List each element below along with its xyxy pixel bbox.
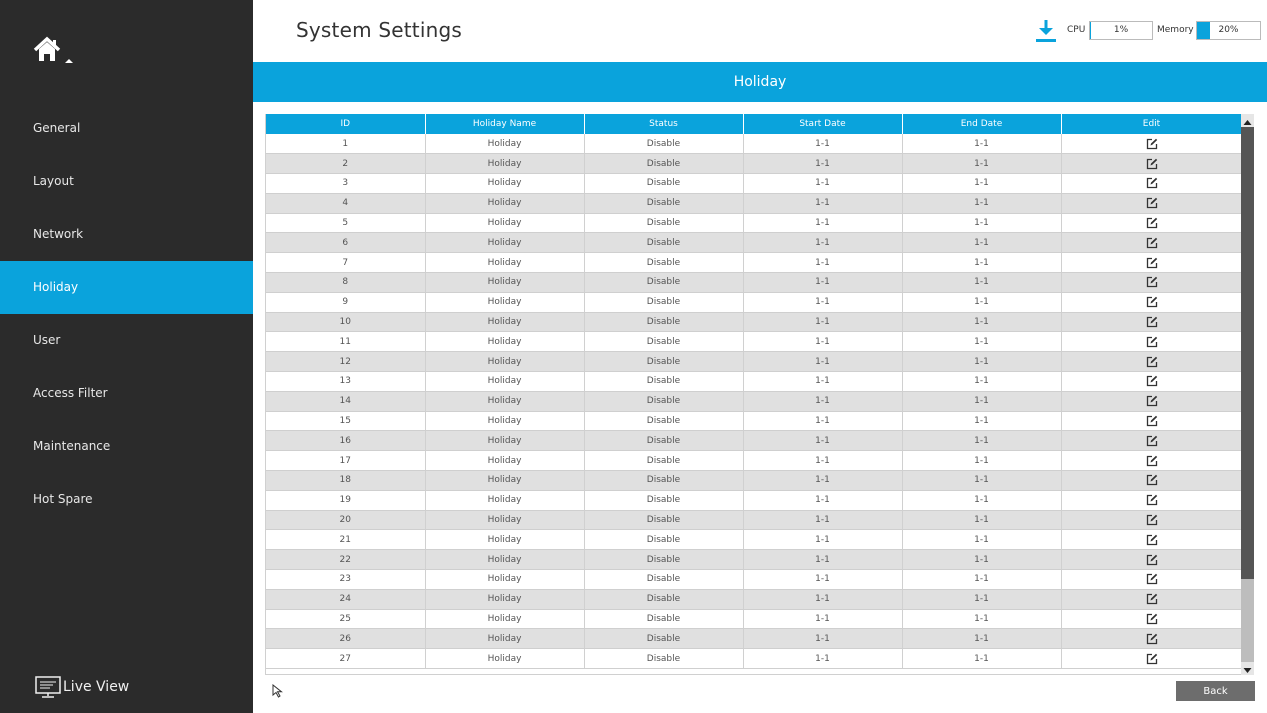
end-date-cell: 1-1 (902, 233, 1061, 253)
edit-cell (1061, 550, 1241, 570)
start-date-cell: 1-1 (743, 193, 902, 213)
edit-cell (1061, 372, 1241, 392)
live-view-button[interactable] (35, 672, 129, 702)
start-date-cell: 1-1 (743, 372, 902, 392)
edit-icon[interactable] (1146, 593, 1158, 605)
end-date-cell: 1-1 (902, 154, 1061, 174)
download-icon[interactable] (1035, 19, 1057, 43)
table-row (266, 530, 1241, 550)
start-date-cell: 1-1 (743, 530, 902, 550)
start-date-cell: 1-1 (743, 451, 902, 471)
holiday-name-cell: Holiday (425, 193, 584, 213)
table-row (266, 213, 1241, 233)
edit-icon[interactable] (1146, 257, 1158, 269)
table-row (266, 609, 1241, 629)
end-date-cell: 1-1 (902, 609, 1061, 629)
holiday-name-cell: Holiday (425, 629, 584, 649)
table-row (266, 431, 1241, 451)
table-body (266, 134, 1241, 669)
table-row (266, 372, 1241, 392)
edit-cell (1061, 530, 1241, 550)
table-row (266, 649, 1241, 669)
table-row (266, 589, 1241, 609)
status-cell: Disable (584, 391, 743, 411)
edit-cell (1061, 471, 1241, 491)
table-row (266, 570, 1241, 590)
sidebar-item-user[interactable]: User (33, 333, 61, 347)
edit-icon[interactable] (1146, 177, 1158, 189)
edit-cell (1061, 629, 1241, 649)
edit-cell (1061, 253, 1241, 273)
id-cell: 16 (266, 431, 425, 451)
edit-icon[interactable] (1146, 336, 1158, 348)
column-header-edit: Edit (1061, 114, 1241, 134)
edit-icon[interactable] (1146, 276, 1158, 288)
holiday-name-cell: Holiday (425, 471, 584, 491)
end-date-cell: 1-1 (902, 352, 1061, 372)
sidebar-item-layout[interactable]: Layout (33, 174, 74, 188)
id-cell: 14 (266, 391, 425, 411)
id-cell: 22 (266, 550, 425, 570)
status-cell: Disable (584, 431, 743, 451)
table-row (266, 273, 1241, 293)
id-cell: 23 (266, 570, 425, 590)
table-row (266, 134, 1241, 154)
status-cell: Disable (584, 570, 743, 590)
holiday-name-cell: Holiday (425, 273, 584, 293)
holiday-name-cell: Holiday (425, 649, 584, 669)
table-row (266, 352, 1241, 372)
holiday-name-cell: Holiday (425, 411, 584, 431)
start-date-cell: 1-1 (743, 649, 902, 669)
holiday-name-cell: Holiday (425, 312, 584, 332)
status-cell: Disable (584, 471, 743, 491)
edit-icon[interactable] (1146, 237, 1158, 249)
cpu-meter (1089, 21, 1153, 40)
table-header-row (266, 114, 1241, 134)
scroll-up-button[interactable] (1241, 114, 1254, 127)
edit-cell (1061, 292, 1241, 312)
id-cell: 10 (266, 312, 425, 332)
status-cell: Disable (584, 530, 743, 550)
id-cell: 3 (266, 174, 425, 194)
edit-icon[interactable] (1146, 455, 1158, 467)
edit-cell (1061, 649, 1241, 669)
start-date-cell: 1-1 (743, 391, 902, 411)
edit-icon[interactable] (1146, 296, 1158, 308)
edit-icon[interactable] (1146, 573, 1158, 585)
start-date-cell: 1-1 (743, 510, 902, 530)
status-cell: Disable (584, 174, 743, 194)
edit-cell (1061, 332, 1241, 352)
column-header-start-date: Start Date (743, 114, 902, 134)
edit-icon[interactable] (1146, 217, 1158, 229)
status-cell: Disable (584, 273, 743, 293)
cpu-value: 1% (1113, 25, 1129, 35)
id-cell: 1 (266, 134, 425, 154)
end-date-cell: 1-1 (902, 550, 1061, 570)
back-button[interactable]: Back (1176, 681, 1255, 701)
start-date-cell: 1-1 (743, 431, 902, 451)
status-cell: Disable (584, 332, 743, 352)
status-cell: Disable (584, 629, 743, 649)
edit-icon[interactable] (1146, 356, 1158, 368)
sidebar-item-holiday[interactable]: Holiday (0, 261, 253, 314)
table-row (266, 332, 1241, 352)
status-cell: Disable (584, 193, 743, 213)
start-date-cell: 1-1 (743, 134, 902, 154)
id-cell: 5 (266, 213, 425, 233)
table-row (266, 451, 1241, 471)
edit-cell (1061, 510, 1241, 530)
start-date-cell: 1-1 (743, 312, 902, 332)
status-cell: Disable (584, 490, 743, 510)
table-row (266, 411, 1241, 431)
holiday-name-cell: Holiday (425, 431, 584, 451)
edit-cell (1061, 273, 1241, 293)
scroll-down-button[interactable] (1241, 662, 1254, 675)
id-cell: 27 (266, 649, 425, 669)
id-cell: 11 (266, 332, 425, 352)
status-cell: Disable (584, 253, 743, 273)
status-cell: Disable (584, 372, 743, 392)
column-header-end-date: End Date (902, 114, 1061, 134)
end-date-cell: 1-1 (902, 530, 1061, 550)
status-cell: Disable (584, 451, 743, 471)
holiday-name-cell: Holiday (425, 174, 584, 194)
end-date-cell: 1-1 (902, 134, 1061, 154)
edit-icon[interactable] (1146, 653, 1158, 665)
status-cell: Disable (584, 649, 743, 669)
edit-cell (1061, 589, 1241, 609)
table-row (266, 391, 1241, 411)
start-date-cell: 1-1 (743, 174, 902, 194)
edit-icon[interactable] (1146, 494, 1158, 506)
table-row (266, 174, 1241, 194)
end-date-cell: 1-1 (902, 253, 1061, 273)
end-date-cell: 1-1 (902, 273, 1061, 293)
end-date-cell: 1-1 (902, 174, 1061, 194)
end-date-cell: 1-1 (902, 213, 1061, 233)
holiday-name-cell: Holiday (425, 451, 584, 471)
id-cell: 8 (266, 273, 425, 293)
end-date-cell: 1-1 (902, 490, 1061, 510)
column-header-holiday-name: Holiday Name (425, 114, 584, 134)
holiday-name-cell: Holiday (425, 391, 584, 411)
edit-cell (1061, 134, 1241, 154)
edit-icon[interactable] (1146, 138, 1158, 150)
end-date-cell: 1-1 (902, 629, 1061, 649)
id-cell: 25 (266, 609, 425, 629)
edit-icon[interactable] (1146, 554, 1158, 566)
edit-cell (1061, 431, 1241, 451)
start-date-cell: 1-1 (743, 471, 902, 491)
memory-meter (1196, 21, 1261, 40)
home-icon[interactable] (33, 36, 73, 66)
edit-cell (1061, 391, 1241, 411)
status-cell: Disable (584, 312, 743, 332)
id-cell: 9 (266, 292, 425, 312)
holiday-name-cell: Holiday (425, 332, 584, 352)
edit-cell (1061, 213, 1241, 233)
sidebar-nav (0, 102, 253, 526)
start-date-cell: 1-1 (743, 490, 902, 510)
holiday-name-cell: Holiday (425, 154, 584, 174)
id-cell: 26 (266, 629, 425, 649)
mouse-pointer-icon (272, 684, 286, 698)
start-date-cell: 1-1 (743, 550, 902, 570)
table-row (266, 471, 1241, 491)
edit-cell (1061, 154, 1241, 174)
edit-cell (1061, 490, 1241, 510)
status-cell: Disable (584, 609, 743, 629)
status-cell: Disable (584, 213, 743, 233)
column-header-id: ID (266, 114, 425, 134)
id-cell: 2 (266, 154, 425, 174)
id-cell: 18 (266, 471, 425, 491)
edit-icon[interactable] (1146, 395, 1158, 407)
id-cell: 6 (266, 233, 425, 253)
edit-icon[interactable] (1146, 375, 1158, 387)
holiday-name-cell: Holiday (425, 233, 584, 253)
column-header-status: Status (584, 114, 743, 134)
end-date-cell: 1-1 (902, 193, 1061, 213)
start-date-cell: 1-1 (743, 213, 902, 233)
status-cell: Disable (584, 233, 743, 253)
holiday-name-cell: Holiday (425, 253, 584, 273)
status-cell: Disable (584, 292, 743, 312)
end-date-cell: 1-1 (902, 431, 1061, 451)
start-date-cell: 1-1 (743, 411, 902, 431)
sidebar-item-network[interactable]: Network (33, 227, 84, 241)
status-cell: Disable (584, 134, 743, 154)
end-date-cell: 1-1 (902, 411, 1061, 431)
edit-cell (1061, 352, 1241, 372)
table-row (266, 510, 1241, 530)
end-date-cell: 1-1 (902, 510, 1061, 530)
id-cell: 21 (266, 530, 425, 550)
start-date-cell: 1-1 (743, 233, 902, 253)
table-scrollbar[interactable] (1241, 114, 1254, 675)
id-cell: 20 (266, 510, 425, 530)
edit-cell (1061, 174, 1241, 194)
status-cell: Disable (584, 411, 743, 431)
holiday-name-cell: Holiday (425, 570, 584, 590)
table-row (266, 193, 1241, 213)
holiday-name-cell: Holiday (425, 352, 584, 372)
holiday-name-cell: Holiday (425, 490, 584, 510)
start-date-cell: 1-1 (743, 570, 902, 590)
monitor-icon (35, 675, 61, 699)
id-cell: 24 (266, 589, 425, 609)
holiday-name-cell: Holiday (425, 292, 584, 312)
edit-cell (1061, 233, 1241, 253)
end-date-cell: 1-1 (902, 589, 1061, 609)
id-cell: 7 (266, 253, 425, 273)
end-date-cell: 1-1 (902, 649, 1061, 669)
table-row (266, 312, 1241, 332)
edit-cell (1061, 411, 1241, 431)
edit-icon[interactable] (1146, 633, 1158, 645)
id-cell: 17 (266, 451, 425, 471)
memory-label: Memory (1157, 25, 1194, 35)
id-cell: 13 (266, 372, 425, 392)
edit-cell (1061, 609, 1241, 629)
cpu-label: CPU (1067, 25, 1086, 35)
end-date-cell: 1-1 (902, 391, 1061, 411)
start-date-cell: 1-1 (743, 629, 902, 649)
edit-icon[interactable] (1146, 158, 1158, 170)
edit-icon[interactable] (1146, 415, 1158, 427)
id-cell: 19 (266, 490, 425, 510)
end-date-cell: 1-1 (902, 471, 1061, 491)
section-title: Holiday (253, 62, 1267, 102)
page-title: System Settings (296, 18, 462, 42)
holiday-name-cell: Holiday (425, 589, 584, 609)
memory-value: 20% (1218, 25, 1239, 35)
start-date-cell: 1-1 (743, 609, 902, 629)
id-cell: 4 (266, 193, 425, 213)
edit-cell (1061, 312, 1241, 332)
edit-cell (1061, 570, 1241, 590)
sidebar-item-access-filter[interactable]: Access Filter (33, 386, 108, 400)
holiday-name-cell: Holiday (425, 550, 584, 570)
start-date-cell: 1-1 (743, 589, 902, 609)
holiday-name-cell: Holiday (425, 213, 584, 233)
triangle-down-icon (1241, 664, 1254, 677)
status-cell: Disable (584, 589, 743, 609)
end-date-cell: 1-1 (902, 332, 1061, 352)
edit-icon[interactable] (1146, 316, 1158, 328)
table-row (266, 154, 1241, 174)
holiday-name-cell: Holiday (425, 372, 584, 392)
holiday-table (265, 114, 1241, 675)
end-date-cell: 1-1 (902, 312, 1061, 332)
sidebar-item-maintenance[interactable]: Maintenance (33, 439, 111, 453)
edit-icon[interactable] (1146, 197, 1158, 209)
live-view-label: Live View (63, 679, 130, 695)
holiday-name-cell: Holiday (425, 134, 584, 154)
status-cell: Disable (584, 154, 743, 174)
edit-cell (1061, 451, 1241, 471)
sidebar (0, 0, 253, 713)
status-cell: Disable (584, 550, 743, 570)
end-date-cell: 1-1 (902, 372, 1061, 392)
scroll-thumb[interactable] (1241, 127, 1254, 579)
table-row (266, 253, 1241, 273)
table-row (266, 629, 1241, 649)
table-row (266, 490, 1241, 510)
start-date-cell: 1-1 (743, 273, 902, 293)
end-date-cell: 1-1 (902, 570, 1061, 590)
id-cell: 15 (266, 411, 425, 431)
edit-cell (1061, 193, 1241, 213)
table-row (266, 292, 1241, 312)
start-date-cell: 1-1 (743, 253, 902, 273)
start-date-cell: 1-1 (743, 332, 902, 352)
edit-icon[interactable] (1146, 534, 1158, 546)
start-date-cell: 1-1 (743, 352, 902, 372)
holiday-name-cell: Holiday (425, 510, 584, 530)
end-date-cell: 1-1 (902, 292, 1061, 312)
start-date-cell: 1-1 (743, 292, 902, 312)
id-cell: 12 (266, 352, 425, 372)
sidebar-item-general[interactable]: General (33, 121, 81, 135)
status-cell: Disable (584, 510, 743, 530)
start-date-cell: 1-1 (743, 154, 902, 174)
edit-icon[interactable] (1146, 613, 1158, 625)
edit-icon[interactable] (1146, 474, 1158, 486)
table-row (266, 550, 1241, 570)
status-cell: Disable (584, 352, 743, 372)
holiday-name-cell: Holiday (425, 530, 584, 550)
holiday-name-cell: Holiday (425, 609, 584, 629)
end-date-cell: 1-1 (902, 451, 1061, 471)
edit-icon[interactable] (1146, 514, 1158, 526)
sidebar-item-hot-spare[interactable]: Hot Spare (33, 492, 93, 506)
table-row (266, 233, 1241, 253)
edit-icon[interactable] (1146, 435, 1158, 447)
